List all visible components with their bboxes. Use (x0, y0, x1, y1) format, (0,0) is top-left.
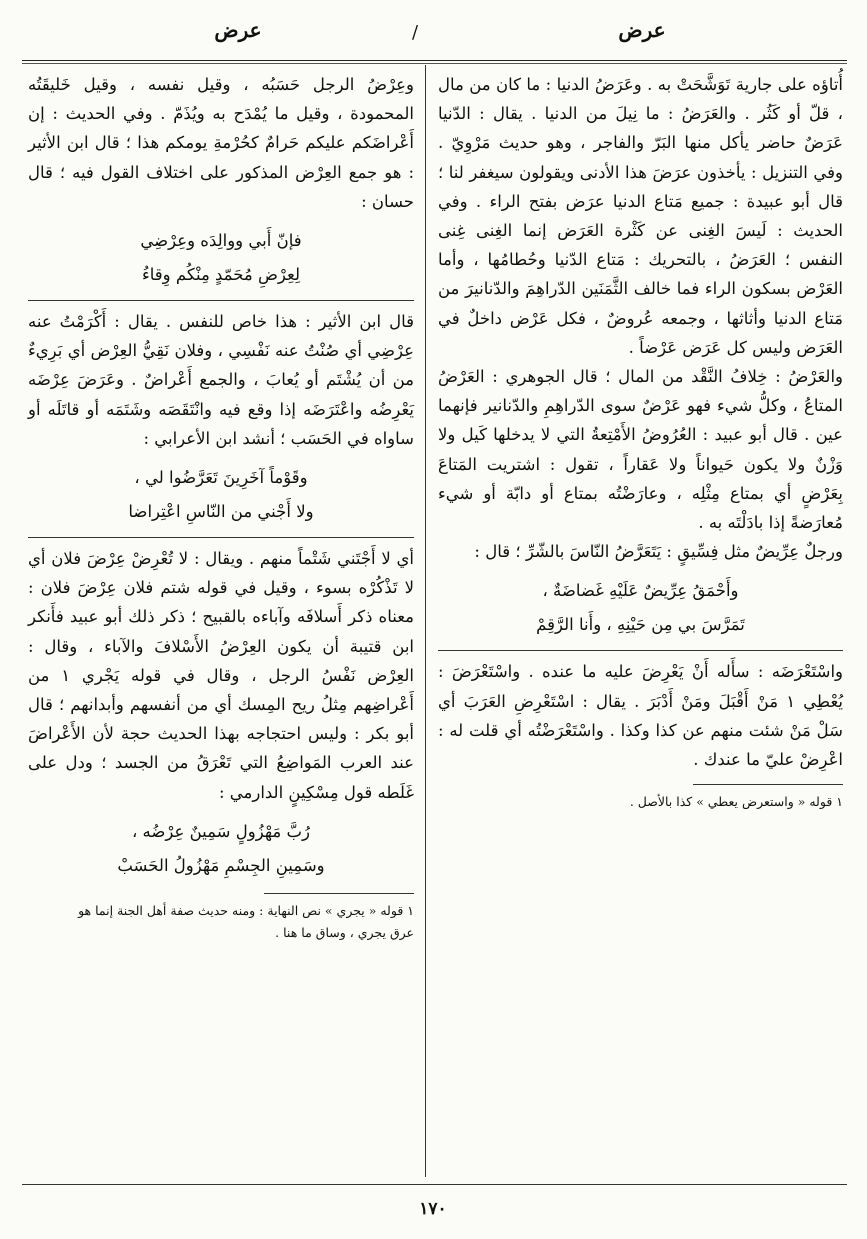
verse-line: وسَمِينِ الجِسْمِ مَهْزُولُ الحَسَبْ (117, 855, 325, 875)
verse-line: ولا أَجْني من النّاسِ اعْتِراضا (128, 502, 314, 522)
paragraph: ورجلٌ عِرِّيضٌ مثل فِسِّيقٍ : يَتَعَرَّضُ النّاسَ بالشّرِّ ؛ قال : (474, 542, 843, 562)
column-divider (425, 65, 426, 1177)
verse-line: تَمَرَّسَ بي مِن حَيْنِهِ ، وأَنا الرَّقِمْ (536, 615, 745, 635)
verse-line: لِعِرْضِ مُحَمّدٍ مِنْكُم وِقاءُ (141, 265, 300, 285)
verse-line: وقَوْماً آخَرِينَ تَعَرَّضُوا لي ، (134, 468, 308, 488)
paragraph: والعَرْضُ : خِلافُ النَّقْد من المال ؛ قال الجوهري : العَرْضُ المتاعُ ، وكلُّ شيء فهو عَرْضٌ سوى الدّراهِمِ والدّنانير فإنهما عين . قال أبو عبيد : العُرُوضُ الأَمْتِعةُ التي لا يدخلها كَيل ولا وَزْنٌ ولا يكون حَيواناً ولا عَقاراً ، تقول : اشتريت المَتاعَ بِعَرْضٍ أي بمتاع مِثْلِه ، وعارَضْتُه بمتاع أو دابّة أو شيء مُعارَضةً إذا بادَلْتَه به . (438, 367, 843, 533)
verse-block (28, 224, 414, 292)
running-head-left: عرض (214, 18, 262, 42)
footnote-line: ١ قوله « يجري » نص النهاية : ومنه حديث صفة أهل الجنة إنما هو (78, 902, 414, 918)
verse-line: وأَحْمَقُ عِرِّيضٌ عَلَيْهِ غَضاضَةٌ ، (542, 581, 739, 601)
verse-line: فإنّ أَبي ووالِدَه وعِرْضِي (140, 231, 302, 251)
header-mark: / (412, 22, 419, 43)
footnote-rule (264, 893, 414, 894)
section-rule (28, 537, 414, 538)
verse-block (28, 815, 414, 883)
right-column (438, 70, 843, 813)
footnote: ١ قوله « واستعرض يعطي » كذا بالأصل . (629, 794, 843, 810)
section-rule (438, 650, 843, 651)
verse-line: رُبَّ مَهْزُولٍ سَمِينٌ عِرْضُه ، (131, 821, 311, 841)
left-column (28, 70, 414, 944)
header-rule-thin (22, 63, 847, 64)
header-rule (22, 60, 847, 61)
paragraph: قال ابن الأثير : هذا خاص للنفس . يقال : أَكْرَمْتُ عنه عِرْضِي أي صُنْتُ عنه نَفْسِي ، وفلان نَقِيُّ العِرْض أي بَرِيءٌ من أن يُشْتَم أو يُعابَ ، والجمع أَعْراضٌ . وعَرَضَ عِرْضَه يَعْرِضُه واعْتَرَضَه إذا وقع فيه وانْتَقَصَه وشَتَمَه أو قاتَلَه أو ساواه في الحَسَب ؛ أنشد ابن الأعرابي : (28, 312, 414, 448)
footer-rule (22, 1184, 847, 1185)
footnote (28, 900, 414, 944)
paragraph: وعِرْضُ الرجل حَسَبُه ، وقيل نفسه ، وقيل خَليقَتُه المحمودة ، وقيل ما يُمْدَح به ويُذَمّ . وفي الحديث : إن أَعْراضَكم عليكم حَرامٌ كحُرْمةِ يومكم هذا ؛ قال ابن الأثير : هو جمع العِرْض المذكور على اختلاف القول فيه ؛ قال حسان : (28, 75, 414, 211)
paragraph: واسْتَعْرَضَه : سأَله أَنْ يَعْرِضَ عليه ما عنده . واسْتَعْرَضَ : يُعْطِي ١ مَنْ أَقْبَلَ ومَنْ أَدْبَرَ . يقال : اسْتَعْرِضِ العَرَبَ أي سَلْ مَنْ شئت منهم عن كذا وكذا . واسْتَعْرَضْتُه أي قلت له : اعْرِضْ عليّ ما عندك . (438, 662, 843, 770)
section-rule (28, 300, 414, 301)
footnote-rule (693, 784, 843, 785)
verse-block (28, 461, 414, 529)
verse-block (438, 574, 843, 642)
paragraph: أي لا أَجْتَني شَتْماً منهم . ويقال : لا تُعْرِضْ عِرْضَ فلان أي لا تَذْكُرْه بسوء ، وقيل في قوله شتم فلان عِرْضَ فلان : معناه ذكر أَسلافَه وآباءه بالقبيح ؛ ذكر ذلك أبو عبيد فأَنكر ابن قتيبة أن يكون العِرْضُ الأَسْلافَ والآباء ، وقال : العِرْض نَفْسُ الرجل ، وقال في قوله يَجْري ١ من أَعْراضِهم مِثلُ ريح المِسك أي من أنفسهم وأبدانهم ؛ قال أبو بكر : وليس احتجاجه بهذا الحديث حجة لأن الأَعْراضَ عند العرب المَواضِعُ التي تَعْرَقُ من الجسد ؛ ودل على غَلَطه قول مِسْكِينٍ الدارمي : (28, 549, 414, 802)
paragraph: أُتاؤه على جارية تَوَشَّحَتْ به . وعَرَضُ الدنيا : ما كان من مال ، قلّ أو كَثُر . والعَرَضُ : ما نِيلَ من الدنيا . يقال : الدّنيا عَرَضٌ حاضر يأكل منها البَرّ والفاجر ، وهو حديث مَرْوِيّ . وفي التنزيل : يأخذون عرَضَ هذا الأدنى ويقولون سيغفر لنا ؛ قال أبو عبيدة : جميع مَتاع الدنيا عرَض بفتح الراء . وفي الحديث : لَيسَ الغِنى عن كَثْرة العَرَض إنما الغِنى غِنى النفس ؛ العَرَضُ ، بالتحريك : مَتاع الدّنيا وحُطامُها ، وأما العَرْض بسكون الراء فما خالف الثَّمَنَين الدّراهِمَ والدّنانيرَ من مَتاع الدنيا وأثاثها ، وجمعه عُروضٌ ، فكل عَرْض داخلٌ في العَرَض وليس كل عَرَض عَرْضاً . (438, 75, 843, 357)
page-number: ١٧٠ (419, 1199, 447, 1219)
running-head-right: عرض (618, 18, 666, 42)
footnote-line: عرق يجري ، وساق ما هنا . (275, 924, 414, 940)
